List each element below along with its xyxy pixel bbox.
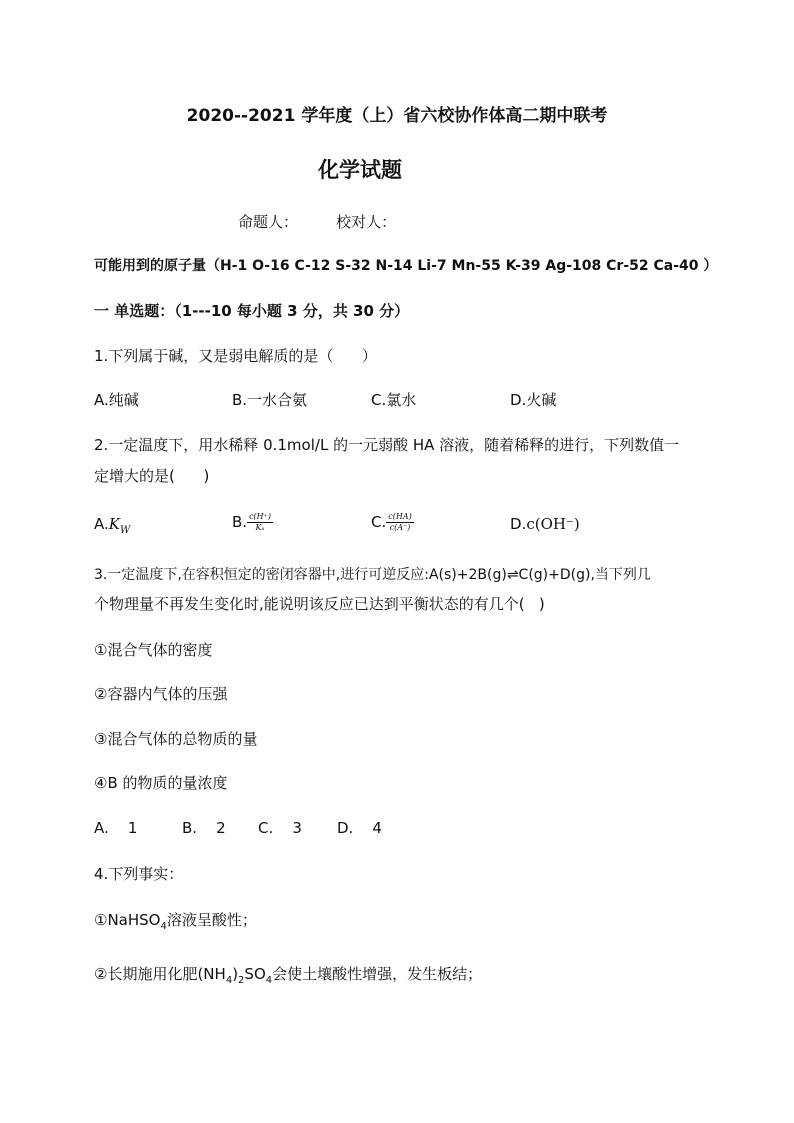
question-2-option-d (510, 514, 580, 534)
section-heading: 一 单选题：（1---10 每小题 3 分，共 30 分） (94, 302, 410, 320)
question-1-option-c: C.氯水 (371, 391, 417, 409)
option-c-prefix: C. (371, 513, 387, 531)
question-3-item-4: ④B 的物质的量浓度 (94, 774, 228, 792)
question-3-item-3: ③混合气体的总物质的量 (94, 730, 258, 748)
fact-2-suffix: 会使土壤酸性增强，发生板结； (272, 965, 483, 983)
option-c-numerator: c(HA) (388, 512, 412, 521)
fact-1-sub: 4 (160, 921, 167, 932)
fact-1-prefix: ①NaHSO (94, 911, 161, 929)
atomic-masses: 可能用到的原子量（H-1 O-16 C-12 S-32 N-14 Li-7 Mn-55 K-39 Ag-108 Cr-52 Ca-40 ） (94, 258, 718, 274)
fact-2-sub-2: 2 (238, 975, 245, 986)
fact-2-prefix: ②长期施用化肥(NH (94, 965, 226, 983)
question-3-item-2: ②容器内气体的压强 (94, 685, 228, 703)
question-3-stem-line-2: 个物理量不再发生变化时,能说明该反应已达到平衡状态的有几个( ) (94, 595, 545, 613)
option-d-prefix: D. (510, 515, 527, 533)
fact-2-sub-3: 4 (265, 975, 273, 986)
option-d-math: c(OH⁻) (526, 515, 580, 533)
question-1-option-d: D.火碱 (510, 391, 557, 409)
option-c-fraction (386, 512, 413, 533)
author-line: 命题人： 校对人： (238, 213, 397, 231)
question-2-option-a (94, 514, 130, 541)
option-b-prefix: B. (232, 513, 248, 531)
option-a-math: K (108, 515, 120, 533)
fact-2-so: SO (244, 965, 266, 983)
option-a-prefix: A. (94, 515, 109, 533)
fact-2-sub-1: 4 (225, 975, 233, 986)
option-b-fraction (247, 512, 273, 533)
option-a-sub: W (119, 525, 131, 536)
question-2-stem-line-2: 定增大的是( ) (94, 467, 210, 485)
question-3-stem-line-1: 3.一定温度下,在容积恒定的密闭容器中,进行可逆反应:A(s)+2B(g)⇌C(g)+D(g),当下列几 (94, 567, 651, 583)
question-4-stem: 4.下列事实： (94, 865, 184, 883)
question-3-option-d: D. 4 (337, 819, 382, 837)
question-3-option-c: C. 3 (258, 819, 302, 837)
question-3-option-a: A. 1 (94, 819, 138, 837)
question-3-item-1: ①混合气体的密度 (94, 641, 213, 659)
question-4-fact-1 (94, 910, 257, 937)
question-1-stem: 1.下列属于碱，又是弱电解质的是（ ） (94, 347, 377, 365)
question-4-fact-2 (94, 964, 482, 991)
question-3-option-b: B. 2 (182, 819, 226, 837)
question-2-option-b (232, 508, 273, 536)
exam-subject: 化学试题 (318, 158, 402, 182)
question-1-option-b: B.一水合氨 (232, 391, 308, 409)
fact-2-mid: ) (232, 965, 239, 983)
option-c-denominator: c(A⁻) (389, 523, 411, 532)
exam-title: 2020--2021 学年度（上）省六校协作体高二期中联考 (186, 106, 608, 126)
question-1-option-a: A.纯碱 (94, 391, 139, 409)
option-b-numerator: c(H⁺) (249, 512, 271, 521)
fact-1-suffix: 溶液呈酸性； (166, 911, 257, 929)
question-2-stem-line-1: 2.一定温度下，用水稀释 0.1mol/L 的一元弱酸 HA 溶液，随着稀释的进行，下列数值一 (94, 436, 680, 454)
question-2-option-c (371, 508, 414, 536)
option-b-denominator: Kₐ (255, 523, 265, 532)
